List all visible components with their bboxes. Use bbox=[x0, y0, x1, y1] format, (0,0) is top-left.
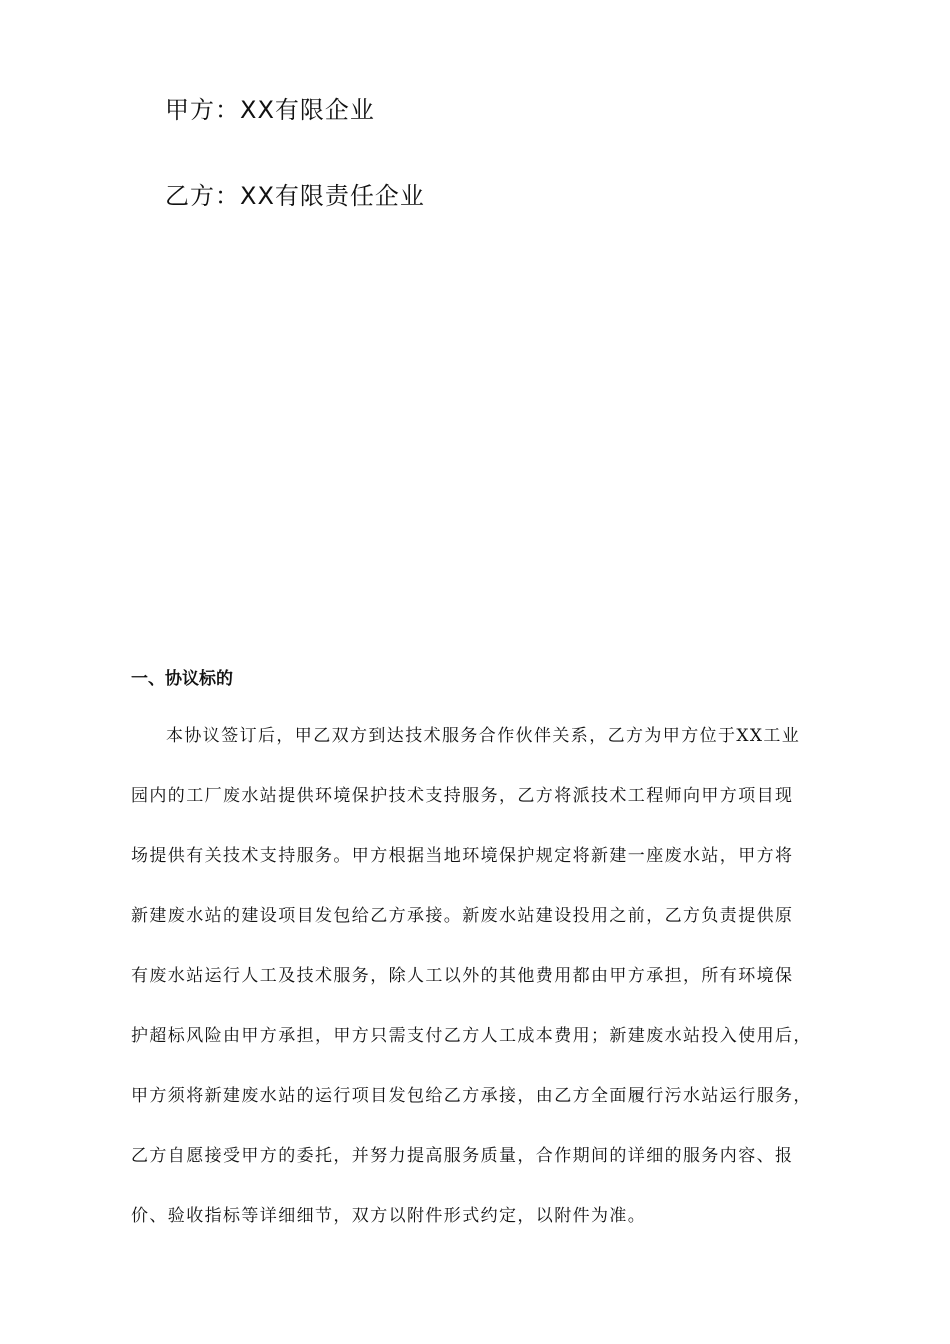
paragraph-line: 新建废水站的建设项目发包给乙方承接。新废水站建设投用之前，乙方负责提供原 bbox=[131, 906, 794, 926]
paragraph-line: 园内的工厂废水站提供环境保护技术支持服务，乙方将派技术工程师向甲方项目现 bbox=[131, 786, 794, 806]
paragraph-line: 场提供有关技术支持服务。甲方根据当地环境保护规定将新建一座废水站，甲方将 bbox=[131, 846, 794, 866]
section-heading: 一、协议标的 bbox=[131, 669, 233, 689]
paragraph-line: 乙方自愿接受甲方的委托，并努力提高服务质量，合作期间的详细的服务内容、报 bbox=[131, 1146, 794, 1166]
paragraph-line: 甲方须将新建废水站的运行项目发包给乙方承接，由乙方全面履行污水站运行服务， bbox=[131, 1086, 812, 1106]
paragraph-line: 本协议签订后，甲乙双方到达技术服务合作伙伴关系，乙方为甲方位于XX工业 bbox=[166, 726, 801, 746]
party-b-line: 乙方：XX有限责任企业 bbox=[165, 182, 425, 210]
party-a-line: 甲方：XX有限企业 bbox=[165, 96, 375, 124]
paragraph-line: 价、验收指标等详细细节，双方以附件形式约定，以附件为准。 bbox=[131, 1206, 647, 1226]
paragraph-line: 有废水站运行人工及技术服务，除人工以外的其他费用都由甲方承担，所有环境保 bbox=[131, 966, 794, 986]
paragraph-line: 护超标风险由甲方承担，甲方只需支付乙方人工成本费用；新建废水站投入使用后， bbox=[131, 1026, 812, 1046]
